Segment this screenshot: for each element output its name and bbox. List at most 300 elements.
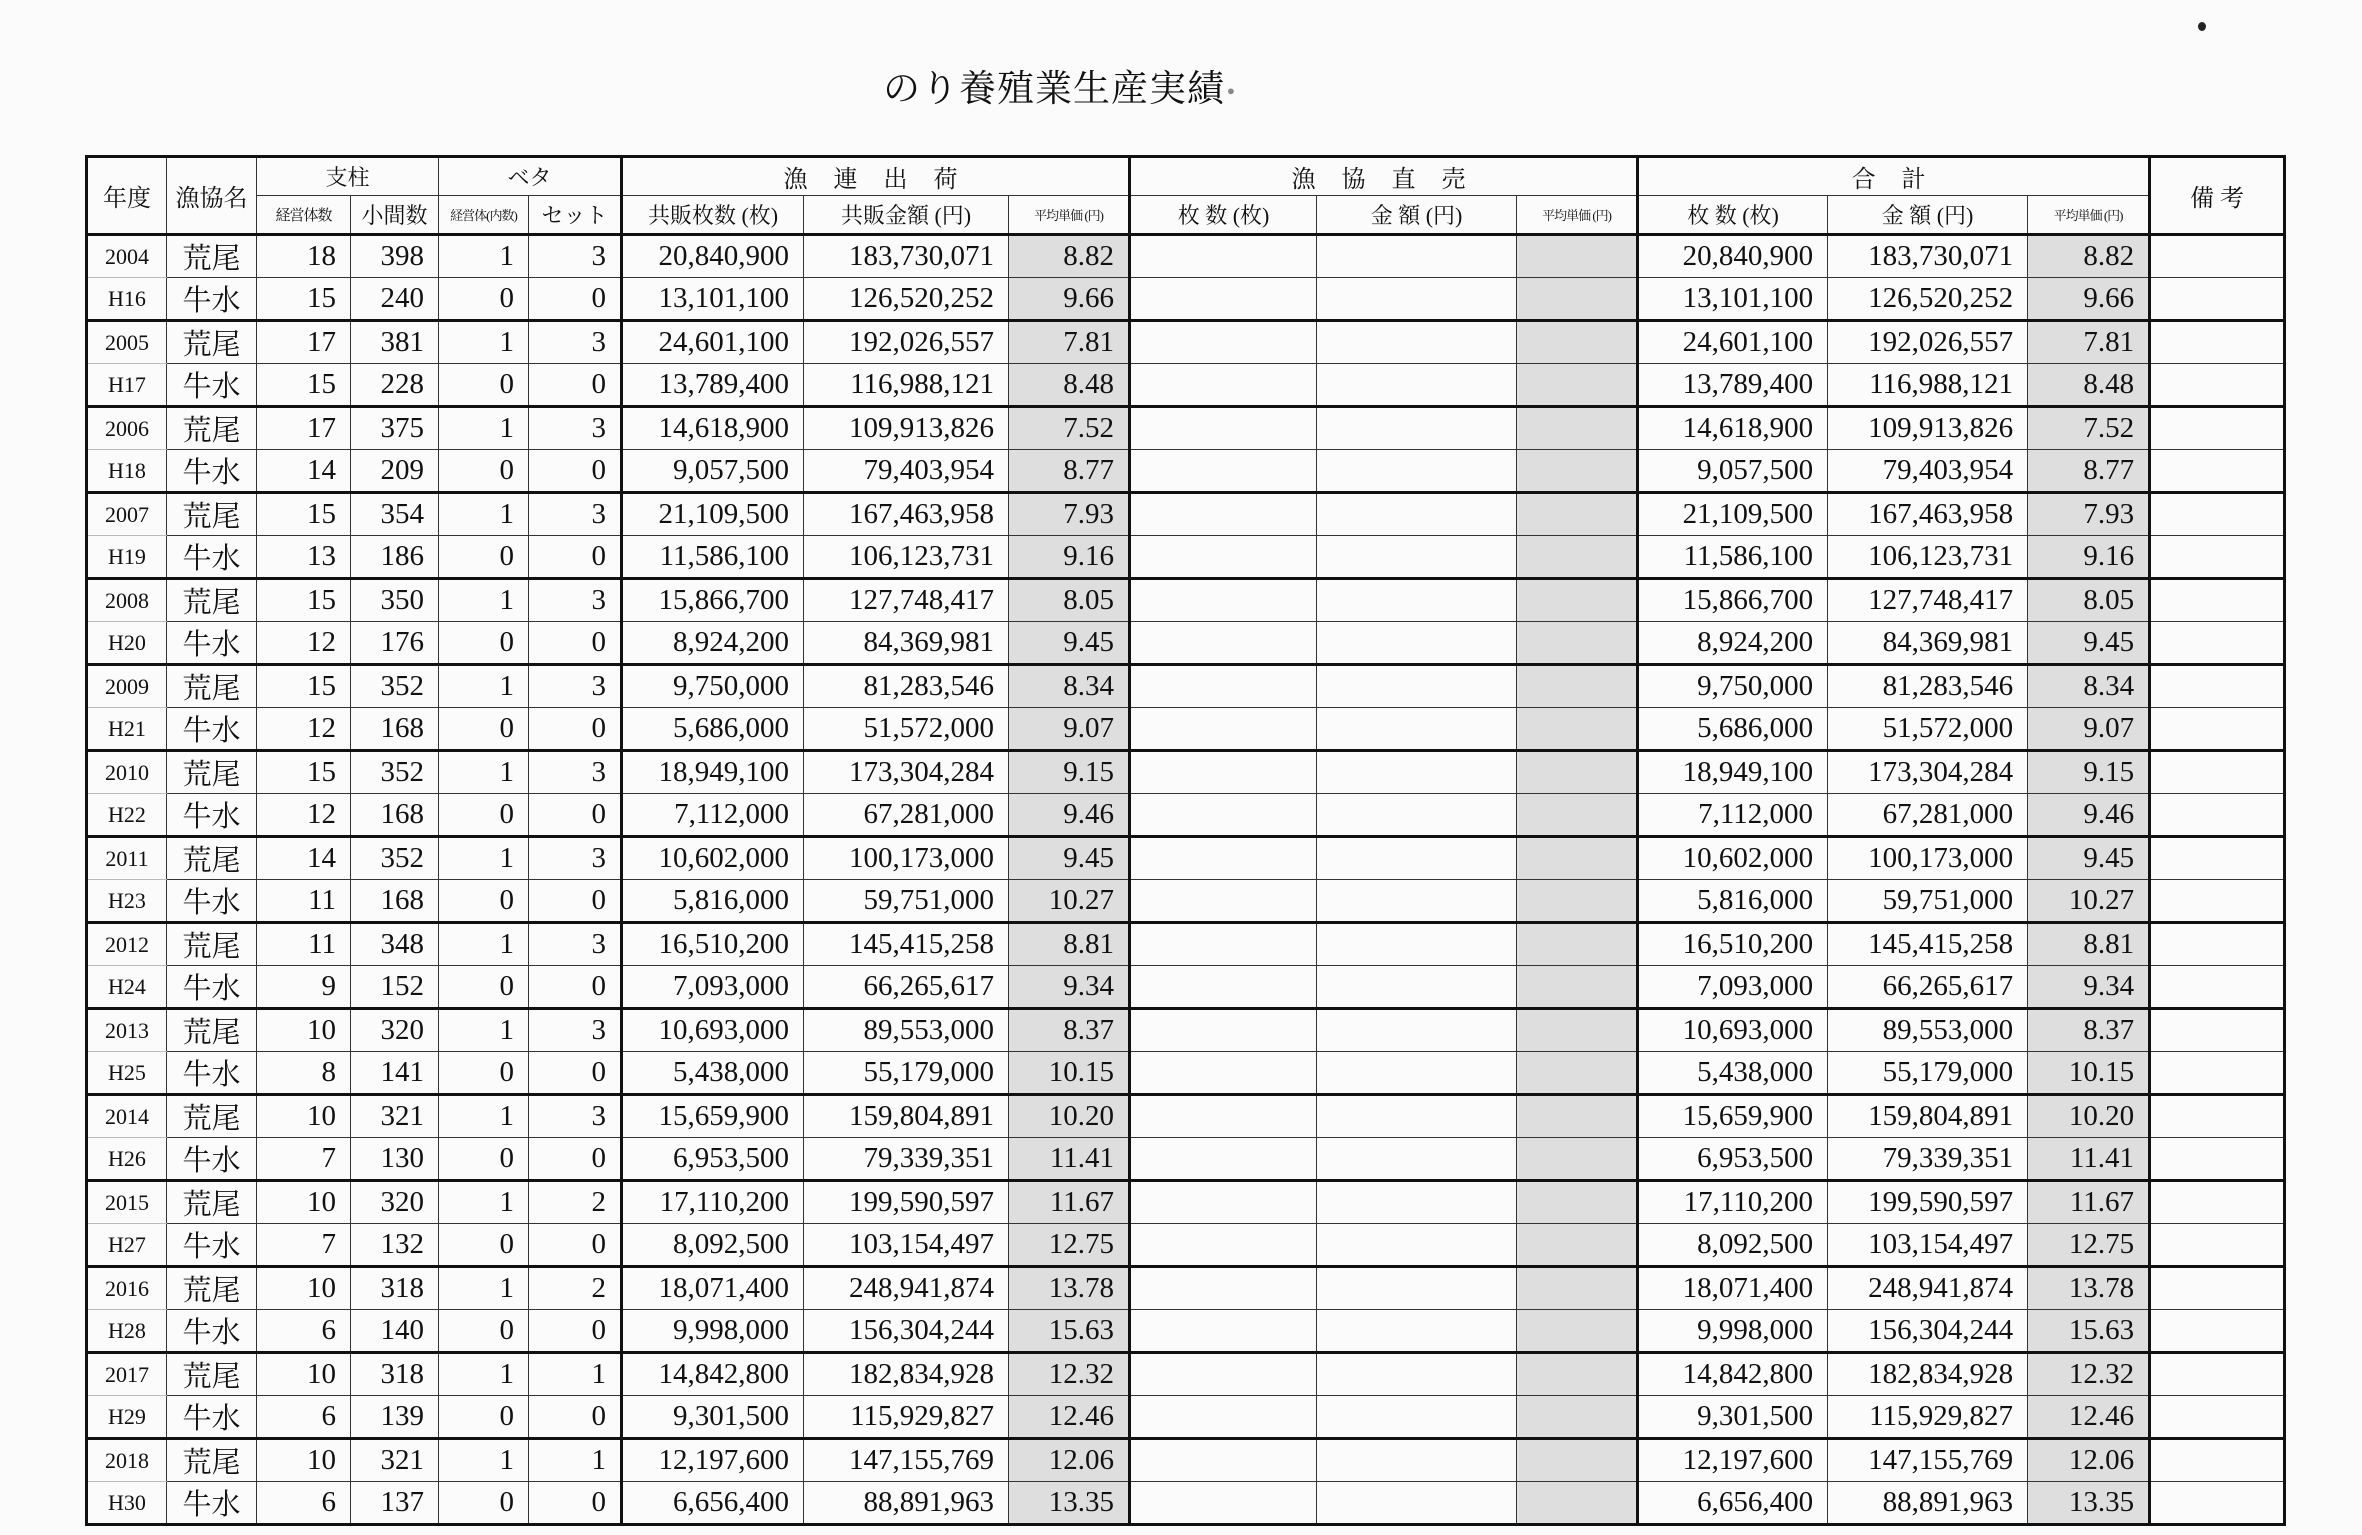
- table-row: [87, 1396, 2285, 1439]
- direct-count-cell: [1130, 880, 1317, 923]
- beta-keiei-cell: 0: [439, 1224, 529, 1267]
- total-avg-cell: 8.48: [2028, 364, 2150, 407]
- kyohan-amount-cell: 55,179,000: [804, 1052, 1009, 1095]
- remarks-cell: [2150, 1052, 2285, 1095]
- beta-keiei-cell: 1: [439, 493, 529, 536]
- koma-cell: 318: [351, 1267, 439, 1310]
- direct-amount-cell: [1317, 837, 1517, 880]
- keiei-cell: 6: [257, 1310, 351, 1353]
- year-cell: H22: [87, 794, 167, 837]
- beta-keiei-cell: 0: [439, 880, 529, 923]
- table-row: [87, 364, 2285, 407]
- beta-keiei-cell: 0: [439, 536, 529, 579]
- keiei-cell: 12: [257, 622, 351, 665]
- total-avg-cell: 11.41: [2028, 1138, 2150, 1181]
- remarks-cell: [2150, 1224, 2285, 1267]
- remarks-cell: [2150, 708, 2285, 751]
- direct-amount-cell: [1317, 450, 1517, 493]
- table-row: [87, 536, 2285, 579]
- keiei-cell: 11: [257, 880, 351, 923]
- coop-cell: 荒尾: [167, 1267, 257, 1310]
- total-avg-cell: 12.06: [2028, 1439, 2150, 1482]
- total-count-cell: 5,816,000: [1638, 880, 1828, 923]
- header-remarks: 備 考: [2150, 157, 2285, 235]
- total-avg-cell: 9.66: [2028, 278, 2150, 321]
- total-count-cell: 16,510,200: [1638, 923, 1828, 966]
- set-cell: 3: [529, 1095, 622, 1138]
- set-cell: 1: [529, 1353, 622, 1396]
- total-amount-cell: 59,751,000: [1828, 880, 2028, 923]
- total-count-cell: 11,586,100: [1638, 536, 1828, 579]
- year-cell: 2018: [87, 1439, 167, 1482]
- coop-cell: 牛水: [167, 1052, 257, 1095]
- coop-cell: 牛水: [167, 1482, 257, 1525]
- beta-keiei-cell: 1: [439, 1439, 529, 1482]
- direct-avg-cell: [1517, 622, 1638, 665]
- header-shichu: 支柱: [257, 157, 439, 196]
- direct-avg-cell: [1517, 1396, 1638, 1439]
- kyohan-amount-cell: 183,730,071: [804, 235, 1009, 278]
- direct-avg-cell: [1517, 966, 1638, 1009]
- remarks-cell: [2150, 364, 2285, 407]
- remarks-cell: [2150, 579, 2285, 622]
- kyohan-amount-cell: 145,415,258: [804, 923, 1009, 966]
- total-count-cell: 12,197,600: [1638, 1439, 1828, 1482]
- keiei-cell: 8: [257, 1052, 351, 1095]
- beta-keiei-cell: 0: [439, 450, 529, 493]
- direct-count-cell: [1130, 364, 1317, 407]
- total-amount-cell: 88,891,963: [1828, 1482, 2028, 1525]
- avg-price-cell: 8.82: [1009, 235, 1130, 278]
- beta-keiei-cell: 0: [439, 364, 529, 407]
- kyohan-amount-cell: 67,281,000: [804, 794, 1009, 837]
- direct-count-cell: [1130, 1310, 1317, 1353]
- year-cell: 2017: [87, 1353, 167, 1396]
- direct-amount-cell: [1317, 708, 1517, 751]
- avg-price-cell: 10.27: [1009, 880, 1130, 923]
- direct-count-cell: [1130, 1482, 1317, 1525]
- table-row: [87, 1095, 2285, 1138]
- table-row: [87, 665, 2285, 708]
- direct-avg-cell: [1517, 1181, 1638, 1224]
- direct-count-cell: [1130, 1267, 1317, 1310]
- kyohan-amount-cell: 59,751,000: [804, 880, 1009, 923]
- set-cell: 0: [529, 450, 622, 493]
- remarks-cell: [2150, 493, 2285, 536]
- kyohan-count-cell: 18,071,400: [622, 1267, 804, 1310]
- table-row: [87, 1181, 2285, 1224]
- kyohan-count-cell: 6,953,500: [622, 1138, 804, 1181]
- keiei-cell: 10: [257, 1095, 351, 1138]
- coop-cell: 牛水: [167, 966, 257, 1009]
- table-row: [87, 579, 2285, 622]
- avg-price-cell: 8.77: [1009, 450, 1130, 493]
- avg-price-cell: 9.45: [1009, 622, 1130, 665]
- direct-amount-cell: [1317, 579, 1517, 622]
- total-avg-cell: 7.93: [2028, 493, 2150, 536]
- beta-keiei-cell: 0: [439, 966, 529, 1009]
- year-cell: H25: [87, 1052, 167, 1095]
- kyohan-count-cell: 12,197,600: [622, 1439, 804, 1482]
- beta-keiei-cell: 1: [439, 923, 529, 966]
- kyohan-amount-cell: 147,155,769: [804, 1439, 1009, 1482]
- year-cell: 2010: [87, 751, 167, 794]
- kyohan-count-cell: 5,686,000: [622, 708, 804, 751]
- table-row: [87, 880, 2285, 923]
- kyohan-amount-cell: 115,929,827: [804, 1396, 1009, 1439]
- total-count-cell: 5,438,000: [1638, 1052, 1828, 1095]
- koma-cell: 168: [351, 794, 439, 837]
- set-cell: 0: [529, 364, 622, 407]
- keiei-cell: 9: [257, 966, 351, 1009]
- kyohan-count-cell: 15,866,700: [622, 579, 804, 622]
- total-avg-cell: 15.63: [2028, 1310, 2150, 1353]
- total-amount-cell: 67,281,000: [1828, 794, 2028, 837]
- beta-keiei-cell: 1: [439, 579, 529, 622]
- kyohan-amount-cell: 100,173,000: [804, 837, 1009, 880]
- direct-avg-cell: [1517, 321, 1638, 364]
- total-count-cell: 9,301,500: [1638, 1396, 1828, 1439]
- koma-cell: 350: [351, 579, 439, 622]
- kyohan-amount-cell: 199,590,597: [804, 1181, 1009, 1224]
- remarks-cell: [2150, 837, 2285, 880]
- total-avg-cell: 9.34: [2028, 966, 2150, 1009]
- direct-amount-cell: [1317, 1224, 1517, 1267]
- remarks-cell: [2150, 966, 2285, 1009]
- set-cell: 0: [529, 1052, 622, 1095]
- total-avg-cell: 13.35: [2028, 1482, 2150, 1525]
- year-cell: H24: [87, 966, 167, 1009]
- kyohan-count-cell: 9,750,000: [622, 665, 804, 708]
- avg-price-cell: 9.07: [1009, 708, 1130, 751]
- keiei-cell: 10: [257, 1267, 351, 1310]
- year-cell: 2004: [87, 235, 167, 278]
- avg-price-cell: 7.93: [1009, 493, 1130, 536]
- beta-keiei-cell: 1: [439, 1267, 529, 1310]
- kyohan-count-cell: 17,110,200: [622, 1181, 804, 1224]
- set-cell: 0: [529, 794, 622, 837]
- koma-cell: 321: [351, 1439, 439, 1482]
- direct-amount-cell: [1317, 1009, 1517, 1052]
- total-avg-cell: 8.05: [2028, 579, 2150, 622]
- header-total: 合 計: [1638, 157, 2150, 196]
- scan-speck: [2198, 22, 2206, 31]
- total-amount-cell: 147,155,769: [1828, 1439, 2028, 1482]
- direct-amount-cell: [1317, 235, 1517, 278]
- set-cell: 2: [529, 1267, 622, 1310]
- direct-avg-cell: [1517, 1224, 1638, 1267]
- set-cell: 0: [529, 536, 622, 579]
- koma-cell: 176: [351, 622, 439, 665]
- direct-count-cell: [1130, 966, 1317, 1009]
- table-row: [87, 1224, 2285, 1267]
- header-total-avg-price: 平均単価 (円): [2028, 196, 2150, 235]
- total-amount-cell: 126,520,252: [1828, 278, 2028, 321]
- avg-price-cell: 13.35: [1009, 1482, 1130, 1525]
- total-count-cell: 8,924,200: [1638, 622, 1828, 665]
- year-cell: 2006: [87, 407, 167, 450]
- total-amount-cell: 51,572,000: [1828, 708, 2028, 751]
- total-count-cell: 17,110,200: [1638, 1181, 1828, 1224]
- direct-avg-cell: [1517, 450, 1638, 493]
- beta-keiei-cell: 1: [439, 407, 529, 450]
- kyohan-amount-cell: 103,154,497: [804, 1224, 1009, 1267]
- direct-count-cell: [1130, 1095, 1317, 1138]
- coop-cell: 牛水: [167, 708, 257, 751]
- total-amount-cell: 167,463,958: [1828, 493, 2028, 536]
- kyohan-count-cell: 5,816,000: [622, 880, 804, 923]
- remarks-cell: [2150, 622, 2285, 665]
- beta-keiei-cell: 0: [439, 1052, 529, 1095]
- beta-keiei-cell: 0: [439, 1310, 529, 1353]
- kyohan-count-cell: 24,601,100: [622, 321, 804, 364]
- direct-avg-cell: [1517, 1138, 1638, 1181]
- total-avg-cell: 12.32: [2028, 1353, 2150, 1396]
- beta-keiei-cell: 1: [439, 1181, 529, 1224]
- kyohan-count-cell: 5,438,000: [622, 1052, 804, 1095]
- keiei-cell: 15: [257, 579, 351, 622]
- avg-price-cell: 9.34: [1009, 966, 1130, 1009]
- direct-count-cell: [1130, 1353, 1317, 1396]
- header-kyohan-count: 共販枚数 (枚): [622, 196, 804, 235]
- total-count-cell: 24,601,100: [1638, 321, 1828, 364]
- direct-avg-cell: [1517, 407, 1638, 450]
- total-amount-cell: 192,026,557: [1828, 321, 2028, 364]
- year-cell: H18: [87, 450, 167, 493]
- direct-count-cell: [1130, 1439, 1317, 1482]
- direct-amount-cell: [1317, 923, 1517, 966]
- keiei-cell: 15: [257, 364, 351, 407]
- total-amount-cell: 106,123,731: [1828, 536, 2028, 579]
- total-count-cell: 18,071,400: [1638, 1267, 1828, 1310]
- set-cell: 3: [529, 321, 622, 364]
- kyohan-count-cell: 10,693,000: [622, 1009, 804, 1052]
- table-row: [87, 321, 2285, 364]
- year-cell: H26: [87, 1138, 167, 1181]
- koma-cell: 352: [351, 751, 439, 794]
- total-count-cell: 7,112,000: [1638, 794, 1828, 837]
- koma-cell: 352: [351, 837, 439, 880]
- kyohan-count-cell: 6,656,400: [622, 1482, 804, 1525]
- direct-avg-cell: [1517, 493, 1638, 536]
- total-avg-cell: 9.15: [2028, 751, 2150, 794]
- koma-cell: 152: [351, 966, 439, 1009]
- total-amount-cell: 84,369,981: [1828, 622, 2028, 665]
- keiei-cell: 14: [257, 450, 351, 493]
- kyohan-amount-cell: 79,403,954: [804, 450, 1009, 493]
- coop-cell: 荒尾: [167, 1181, 257, 1224]
- header-koma: 小間数: [351, 196, 439, 235]
- direct-avg-cell: [1517, 1009, 1638, 1052]
- total-count-cell: 5,686,000: [1638, 708, 1828, 751]
- direct-count-cell: [1130, 536, 1317, 579]
- total-amount-cell: 79,403,954: [1828, 450, 2028, 493]
- year-cell: 2007: [87, 493, 167, 536]
- direct-count-cell: [1130, 1181, 1317, 1224]
- set-cell: 0: [529, 1138, 622, 1181]
- kyohan-amount-cell: 109,913,826: [804, 407, 1009, 450]
- total-avg-cell: 8.34: [2028, 665, 2150, 708]
- avg-price-cell: 12.06: [1009, 1439, 1130, 1482]
- total-count-cell: 7,093,000: [1638, 966, 1828, 1009]
- total-amount-cell: 199,590,597: [1828, 1181, 2028, 1224]
- total-avg-cell: 10.20: [2028, 1095, 2150, 1138]
- year-cell: H21: [87, 708, 167, 751]
- total-count-cell: 10,693,000: [1638, 1009, 1828, 1052]
- direct-amount-cell: [1317, 1482, 1517, 1525]
- koma-cell: 398: [351, 235, 439, 278]
- avg-price-cell: 8.34: [1009, 665, 1130, 708]
- avg-price-cell: 7.81: [1009, 321, 1130, 364]
- coop-cell: 牛水: [167, 278, 257, 321]
- koma-cell: 352: [351, 665, 439, 708]
- coop-cell: 牛水: [167, 1396, 257, 1439]
- year-cell: 2009: [87, 665, 167, 708]
- total-amount-cell: 183,730,071: [1828, 235, 2028, 278]
- direct-avg-cell: [1517, 278, 1638, 321]
- total-amount-cell: 81,283,546: [1828, 665, 2028, 708]
- set-cell: 3: [529, 1009, 622, 1052]
- table-row: [87, 708, 2285, 751]
- header-coop: 漁協名: [167, 157, 257, 235]
- kyohan-count-cell: 16,510,200: [622, 923, 804, 966]
- table-row: [87, 751, 2285, 794]
- keiei-cell: 10: [257, 1353, 351, 1396]
- kyohan-count-cell: 8,092,500: [622, 1224, 804, 1267]
- set-cell: 0: [529, 966, 622, 1009]
- set-cell: 0: [529, 1310, 622, 1353]
- coop-cell: 牛水: [167, 1224, 257, 1267]
- keiei-cell: 15: [257, 278, 351, 321]
- direct-avg-cell: [1517, 880, 1638, 923]
- remarks-cell: [2150, 794, 2285, 837]
- year-cell: H28: [87, 1310, 167, 1353]
- set-cell: 3: [529, 665, 622, 708]
- total-count-cell: 18,949,100: [1638, 751, 1828, 794]
- direct-count-cell: [1130, 579, 1317, 622]
- coop-cell: 荒尾: [167, 407, 257, 450]
- year-cell: H20: [87, 622, 167, 665]
- beta-keiei-cell: 1: [439, 1095, 529, 1138]
- table-row: [87, 1052, 2285, 1095]
- total-amount-cell: 182,834,928: [1828, 1353, 2028, 1396]
- keiei-cell: 11: [257, 923, 351, 966]
- document-title: [883, 67, 1238, 110]
- kyohan-count-cell: 15,659,900: [622, 1095, 804, 1138]
- set-cell: 1: [529, 1439, 622, 1482]
- coop-cell: 荒尾: [167, 493, 257, 536]
- table-row: [87, 1267, 2285, 1310]
- table-row: [87, 1138, 2285, 1181]
- koma-cell: 137: [351, 1482, 439, 1525]
- kyohan-count-cell: 18,949,100: [622, 751, 804, 794]
- avg-price-cell: 9.45: [1009, 837, 1130, 880]
- kyohan-count-cell: 14,842,800: [622, 1353, 804, 1396]
- direct-avg-cell: [1517, 364, 1638, 407]
- koma-cell: 168: [351, 880, 439, 923]
- kyohan-count-cell: 7,093,000: [622, 966, 804, 1009]
- kyohan-count-cell: 13,101,100: [622, 278, 804, 321]
- direct-count-cell: [1130, 622, 1317, 665]
- kyohan-amount-cell: 84,369,981: [804, 622, 1009, 665]
- direct-amount-cell: [1317, 364, 1517, 407]
- coop-cell: 牛水: [167, 880, 257, 923]
- keiei-cell: 12: [257, 794, 351, 837]
- total-count-cell: 8,092,500: [1638, 1224, 1828, 1267]
- total-count-cell: 15,866,700: [1638, 579, 1828, 622]
- remarks-cell: [2150, 880, 2285, 923]
- coop-cell: 荒尾: [167, 321, 257, 364]
- avg-price-cell: 9.15: [1009, 751, 1130, 794]
- table-row: [87, 794, 2285, 837]
- koma-cell: 140: [351, 1310, 439, 1353]
- header-keiei-uchi: 経営体(内数): [439, 196, 529, 235]
- kyohan-count-cell: 9,998,000: [622, 1310, 804, 1353]
- table-row: [87, 837, 2285, 880]
- koma-cell: 132: [351, 1224, 439, 1267]
- year-cell: H23: [87, 880, 167, 923]
- total-avg-cell: 9.46: [2028, 794, 2150, 837]
- year-cell: 2013: [87, 1009, 167, 1052]
- koma-cell: 130: [351, 1138, 439, 1181]
- avg-price-cell: 8.48: [1009, 364, 1130, 407]
- koma-cell: 209: [351, 450, 439, 493]
- direct-amount-cell: [1317, 1267, 1517, 1310]
- direct-amount-cell: [1317, 1310, 1517, 1353]
- direct-avg-cell: [1517, 1482, 1638, 1525]
- year-cell: H27: [87, 1224, 167, 1267]
- kyohan-amount-cell: 182,834,928: [804, 1353, 1009, 1396]
- remarks-cell: [2150, 536, 2285, 579]
- header-direct-amount: 金 額 (円): [1317, 196, 1517, 235]
- kyohan-amount-cell: 106,123,731: [804, 536, 1009, 579]
- direct-count-cell: [1130, 665, 1317, 708]
- keiei-cell: 14: [257, 837, 351, 880]
- set-cell: 0: [529, 880, 622, 923]
- keiei-cell: 10: [257, 1439, 351, 1482]
- table-row: [87, 493, 2285, 536]
- beta-keiei-cell: 0: [439, 1138, 529, 1181]
- total-count-cell: 9,750,000: [1638, 665, 1828, 708]
- direct-count-cell: [1130, 1224, 1317, 1267]
- year-cell: 2012: [87, 923, 167, 966]
- table-row: [87, 923, 2285, 966]
- total-amount-cell: 66,265,617: [1828, 966, 2028, 1009]
- remarks-cell: [2150, 1095, 2285, 1138]
- total-avg-cell: 12.46: [2028, 1396, 2150, 1439]
- beta-keiei-cell: 1: [439, 1009, 529, 1052]
- remarks-cell: [2150, 1181, 2285, 1224]
- coop-cell: 牛水: [167, 536, 257, 579]
- total-amount-cell: 159,804,891: [1828, 1095, 2028, 1138]
- total-count-cell: 9,057,500: [1638, 450, 1828, 493]
- koma-cell: 240: [351, 278, 439, 321]
- beta-keiei-cell: 0: [439, 1482, 529, 1525]
- direct-count-cell: [1130, 837, 1317, 880]
- avg-price-cell: 12.32: [1009, 1353, 1130, 1396]
- keiei-cell: 7: [257, 1138, 351, 1181]
- set-cell: 0: [529, 1224, 622, 1267]
- direct-count-cell: [1130, 923, 1317, 966]
- year-cell: 2015: [87, 1181, 167, 1224]
- table-row: [87, 1439, 2285, 1482]
- total-avg-cell: 8.37: [2028, 1009, 2150, 1052]
- direct-count-cell: [1130, 708, 1317, 751]
- beta-keiei-cell: 1: [439, 751, 529, 794]
- total-count-cell: 10,602,000: [1638, 837, 1828, 880]
- beta-keiei-cell: 1: [439, 235, 529, 278]
- kyohan-amount-cell: 81,283,546: [804, 665, 1009, 708]
